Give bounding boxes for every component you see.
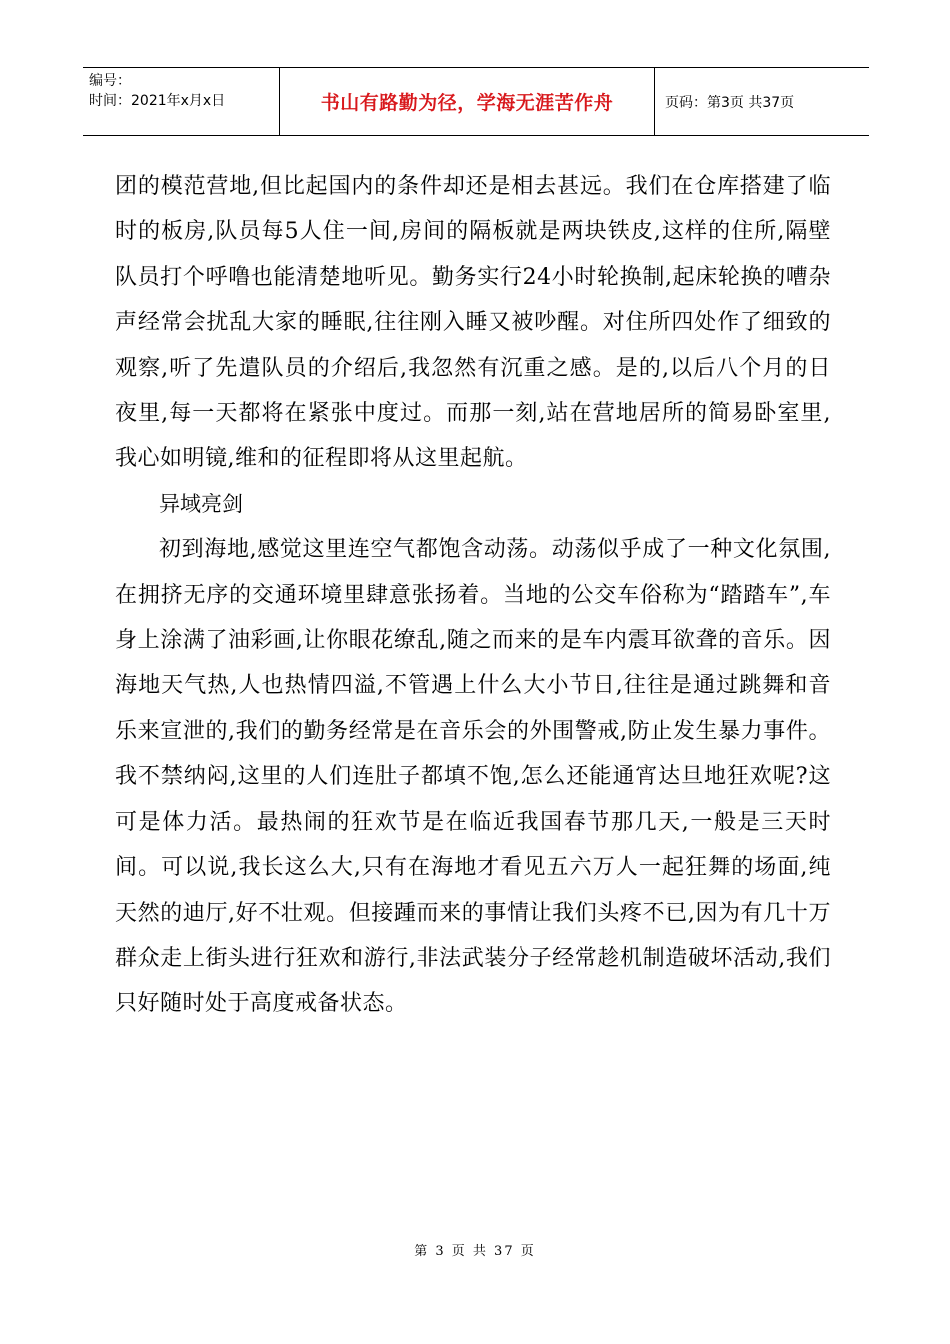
header-meta	[83, 68, 280, 135]
document-date-label: 时间：2021年x月x日	[89, 93, 226, 109]
footer-page-number: 第 3 页 共 37 页	[414, 1244, 536, 1259]
header-motto-cell	[280, 68, 655, 135]
body-paragraph: 初到海地,感觉这里连空气都饱含动荡。动荡似乎成了一种文化氛围,在拥挤无序的交通环境里肆意张扬着。当地的公交车俗称为“踏踏车”,车身上涂满了油彩画,让你眼花缭乱,随之而来的是车内震耳欲聋的音乐。因海地天气热,人也热情四溢,不管遇上什么大小节日,往往是通过跳舞和音乐来宣泄的,我们的勤务经常是在音乐会的外围警戒,防止发生暴力事件。我不禁纳闷,这里的人们连肚子都填不饱,怎么还能通宵达旦地狂欢呢?这可是体力活。最热闹的狂欢节是在临近我国春节那几天,一般是三天时间。可以说,我长这么大,只有在海地才看见五六万人一起狂舞的场面,纯天然的迪厅,好不壮观。但接踵而来的事情让我们头疼不已,因为有几十万群众走上街头进行狂欢和游行,非法武装分子经常趁机制造破坏活动,我们只好随时处于高度戒备状态。	[115, 537, 831, 1017]
page-body	[115, 164, 831, 1027]
document-number-label: 编号：	[89, 73, 131, 89]
page-footer	[0, 1240, 950, 1259]
header-motto: 书山有路勤为径，学海无涯苦作舟	[320, 92, 614, 114]
section-heading: 异域亮剑	[159, 491, 243, 516]
body-paragraph: 团的模范营地,但比起国内的条件却还是相去甚远。我们在仓库搭建了临时的板房,队员每5人住一间,房间的隔板就是两块铁皮,这样的住所,隔壁队员打个呼噜也能清楚地听见。勤务实行24小时轮换制,起床轮换的嘈杂声经常会扰乱大家的睡眠,往往刚入睡又被吵醒。对住所四处作了细致的观察,听了先遣队员的介绍后,我忽然有沉重之感。是的,以后八个月的日夜里,每一天都将在紧张中度过。而那一刻,站在营地居所的简易卧室里,我心如明镜,维和的征程即将从这里起航。	[115, 174, 831, 472]
page-header	[83, 67, 869, 136]
header-page-info	[655, 68, 869, 135]
header-page-number: 页码：第3页 共37页	[665, 94, 795, 111]
